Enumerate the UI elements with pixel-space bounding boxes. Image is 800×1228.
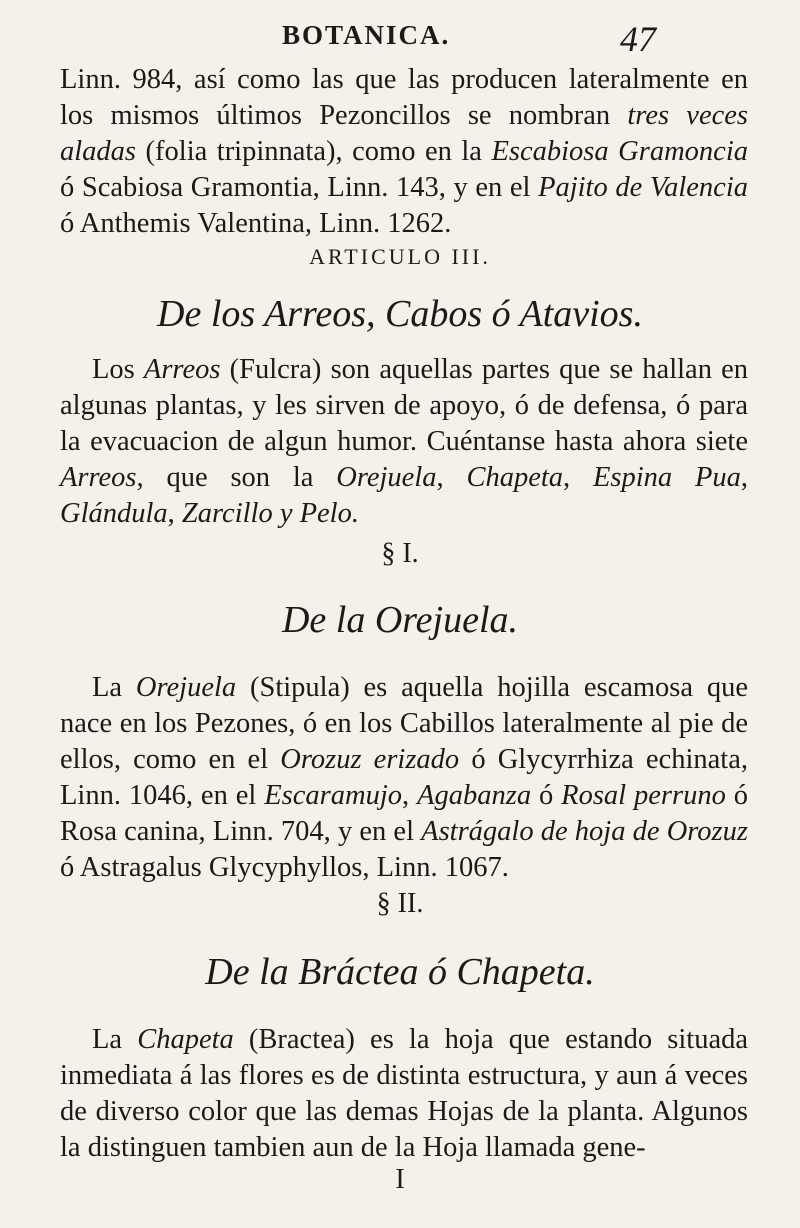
article-label: ARTICULO III. <box>309 244 491 269</box>
italic-term: Escabiosa Gramoncia <box>491 136 748 167</box>
section-mark-1: § I. <box>381 538 419 569</box>
text-run: (folia tripinnata), como en la <box>136 136 492 167</box>
italic-term: Espina Pua <box>593 462 741 493</box>
italic-term: Arreos <box>60 462 137 493</box>
text-run: (Bractea) es la hoja que estando situada inmediata á las flores es de distinta estructura, y aun á veces de diverso color que las demas Hojas de la planta. Algunos la distinguen tambien aun de la Hoja llamada gene- <box>60 1024 749 1163</box>
text-run: , <box>402 780 418 811</box>
text-run: La <box>92 1024 138 1055</box>
italic-term: Rosal perruno <box>561 780 726 811</box>
paragraph-arreos <box>60 352 748 532</box>
running-head <box>0 18 800 58</box>
signature-mark: I <box>395 1164 405 1195</box>
text-run: , <box>563 462 593 493</box>
text-run: , <box>740 462 749 493</box>
text-run: ó <box>531 780 562 811</box>
text-run: , <box>167 498 182 529</box>
italic-term: Orejuela <box>135 672 237 703</box>
paragraph-chapeta <box>60 1022 748 1166</box>
text-run: ó Rosa canina, Linn. 704, y en el <box>60 780 749 847</box>
text-run: (Stipula) es aquella hojilla escamosa que nace en los Pezones, ó en los Cabillos lateralmente al pie de ellos, como en el <box>60 672 749 775</box>
paragraph-orejuela <box>60 670 748 886</box>
text-run: La <box>92 672 136 703</box>
italic-term: Chapeta <box>466 462 564 493</box>
text-run: Linn. 984, así como las que las producen lateralmente en los mismos últimos Pezoncillos se nombran <box>60 64 748 131</box>
italic-term: tres veces aladas <box>60 100 749 167</box>
text-run: (Fulcra) son aquellas partes que se hallan en algunas plantas, y les sirven de apoyo, ó de defensa, ó para la evacuacion de algun humor. Cuéntanse hasta ahora siete <box>60 354 749 457</box>
text-run: , <box>436 462 467 493</box>
section-heading-chapeta: De la Bráctea ó Chapeta. <box>205 951 595 993</box>
italic-term: Astrágalo de hoja de Orozuz <box>421 816 748 847</box>
paragraph-continuation <box>60 62 748 242</box>
italic-term: Pajito de Valencia <box>538 172 748 203</box>
text-run: ó Astragalus Glycyphyllos, Linn. 1067. <box>60 852 509 883</box>
italic-term: Arreos <box>143 354 221 385</box>
running-title: BOTANICA. <box>282 20 451 50</box>
italic-term: Agabanza <box>417 780 532 811</box>
italic-term: Orozuz erizado <box>280 744 460 775</box>
section-mark-2: § II. <box>376 888 424 919</box>
section-heading-orejuela: De la Orejuela. <box>281 599 519 641</box>
text-run: ó Anthemis Valentina, Linn. 1262. <box>60 208 452 239</box>
italic-term: Escaramujo <box>264 780 402 811</box>
text-run: ó Glycyrrhiza echinata, Linn. 1046, en el <box>60 744 748 811</box>
italic-term: Orejuela <box>336 462 437 493</box>
text-run: Los <box>92 354 144 385</box>
section-heading-arreos: De los Arreos, Cabos ó Atavios. <box>157 293 643 335</box>
text-run: ó Scabiosa Gramontia, Linn. 143, y en el <box>60 172 539 203</box>
italic-term: Glándula <box>60 498 168 529</box>
italic-term: Zarcillo y Pelo. <box>181 498 359 529</box>
page-number: 47 <box>620 19 656 59</box>
text-run: , que son la <box>136 462 337 493</box>
italic-term: Chapeta <box>137 1024 234 1055</box>
